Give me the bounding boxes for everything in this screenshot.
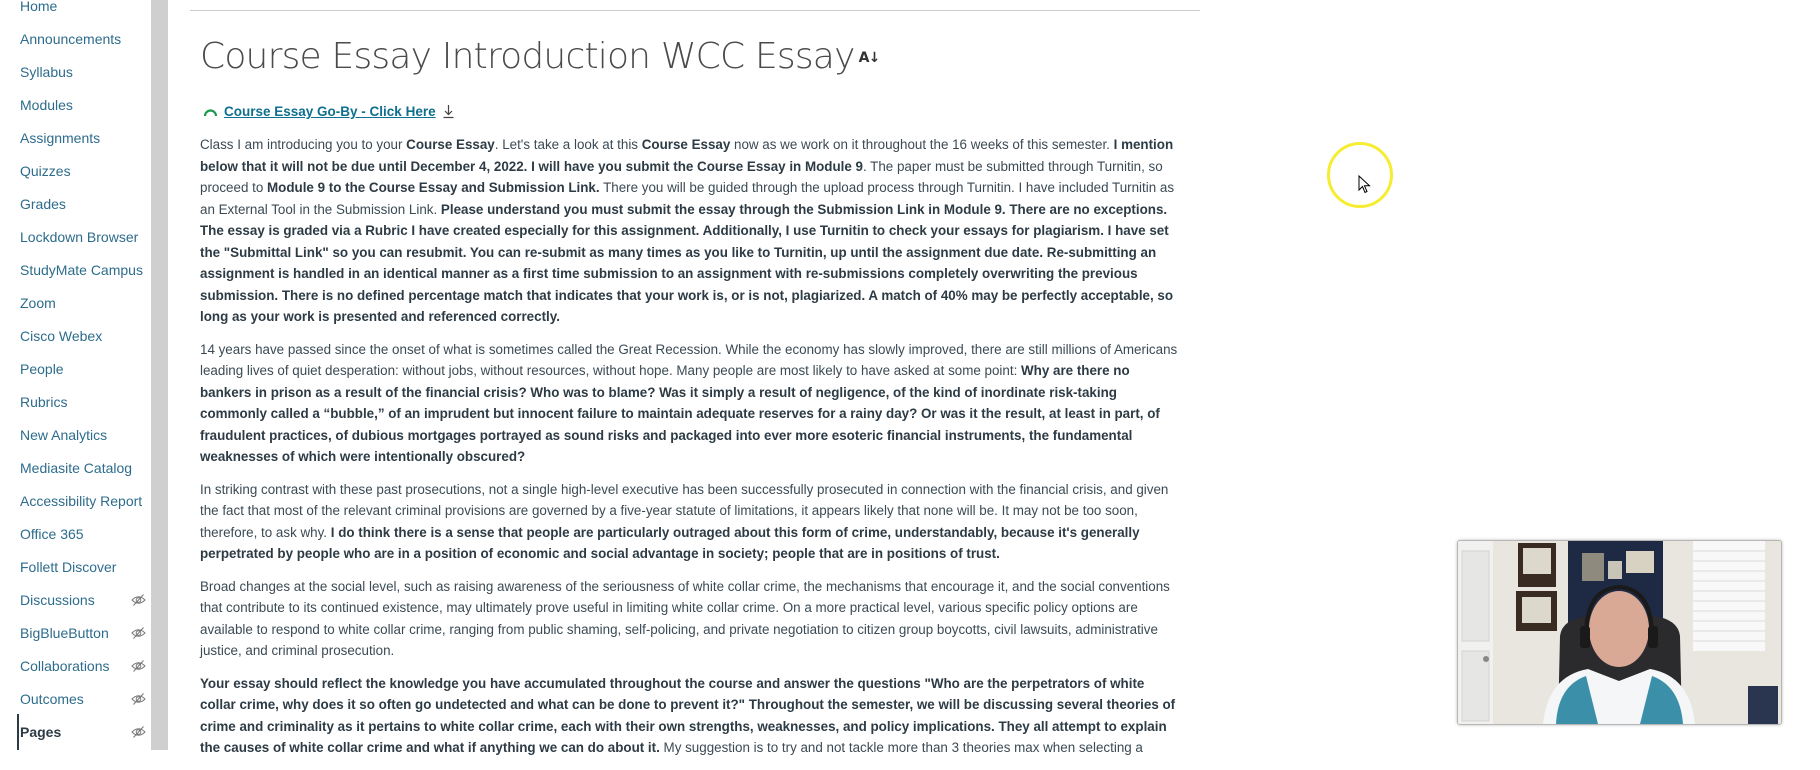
bold-text: Please understand you must submit the essay through the Submission Link in Module 9. There are no exceptions. The essay is graded via a Rubric I have created especially for this assignment. Additionally, I use Turnitin to check your essays for plagiarism. I have set the "Submittal Link" so you can resubmit. You can re-submit as many times as you like to Turnitin, up until the assignment due date. Re-submitting an assignment is handled in an identical manner as a first time submission to an assignment with re-submissions completely overwriting the previous submission. There is no defined percentage match that indicates that your work is, or is not, plagiarized. A match of 40% may be perfectly acceptable, so long as your work is presented and referenced correctly. [200,201,1174,324]
sidebar-item-collaborations[interactable] [20,654,148,678]
bold-text: Module 9 to the Course Essay and Submission Link. [267,180,600,195]
page-title [200,36,880,77]
sidebar-item-assignments[interactable] [20,126,148,150]
sidebar-item-mediasite-catalog[interactable] [20,456,148,480]
sidebar-item-label: Pages [20,724,62,740]
sidebar-item-new-analytics[interactable] [20,423,148,447]
sidebar-item-outcomes[interactable] [20,687,148,711]
sidebar-item-label: Follett Discover [20,559,117,575]
bold-text: Your essay should reflect the knowledge you have accumulated throughout the course and answer the questions "Who are the perpetrators of white collar crime, why does it so often go undetected and what can be done to prevent it?" Throughout the semester, we will be discussing several theories of crime and criminality as it pertains to white collar crime, each with their own strengths, weaknesses, and policy implications. They all attempt to explain the causes of white collar crime and what if anything we can do about it. [200,675,1176,755]
sidebar-item-cisco-webex[interactable] [20,324,148,348]
bold-text: Why are there no bankers in prison as a result of the financial crisis? Who was to blame? Was it simply a result of negligence, of the kind of inordinate risk-taking commonly called a “bubble,” of an imprudent but innocent failure to maintain adequate reserves for a rainy day? Or was it the result, at least in part, of fraudulent practices, of dubious mortgages portrayed as sound risks and packaged into ever more esoteric financial instruments, the fundamental weaknesses of which were intentionally obscured? [200,363,1160,464]
body-paragraph [200,673,1182,759]
sidebar-item-label: New Analytics [20,427,108,443]
sidebar-item-zoom[interactable] [20,291,148,315]
sidebar-item-label: Modules [20,97,73,113]
text: Broad changes at the social level, such as raising awareness of the seriousness of white collar crime, the mechanisms that encourage it, and the social conventions that contribute to its continued existence, may ultimately prove useful in limiting white collar crime. On a more practical level, various specific policy options are available to respond to white collar crime, ranging from public shaming, self-policing, and private negotiation to citizen group boycotts, civil lawsuits, administrative justice, and criminal prosecution. [200,578,1170,658]
sidebar-item-pages[interactable] [20,720,148,744]
text: now as we work on it throughout the 16 weeks of this semester. [730,137,1114,152]
page-body [200,134,1182,770]
immersive-reader-icon[interactable]: A↓ [858,50,880,66]
bold-text: Course Essay [641,137,731,152]
bold-text: I mention below that it will not be due until December 4, 2022. I will have you submit the Course Essay in Module 9 [200,137,1174,174]
sidebar-item-modules[interactable] [20,93,148,117]
sidebar-item-people[interactable] [20,357,148,381]
sidebar-item-follett-discover[interactable] [20,555,148,579]
sidebar-item-label: Collaborations [20,658,110,674]
body-paragraph [200,576,1182,662]
body-paragraph [200,339,1182,468]
bold-text: I do think there is a sense that people are particularly outraged about this form of crime, understandably, because it's generally perpetrated by people who are in a position of economic and social advantage in society; people that are in positions of trust. [200,524,1140,561]
sidebar-item-label: Syllabus [20,64,73,80]
sidebar-item-lockdown-browser[interactable] [20,225,148,249]
sidebar-item-office-365[interactable] [20,522,148,546]
sidebar-item-grades[interactable] [20,192,148,216]
sidebar-item-rubrics[interactable] [20,390,148,414]
sidebar-item-bigbluebutton[interactable] [20,621,148,645]
file-link-row [203,104,455,119]
presenter-webcam-video[interactable] [1457,540,1782,725]
sidebar-item-label: Quizzes [20,163,71,179]
sidebar-item-home[interactable] [20,0,148,18]
sidebar-item-label: Outcomes [20,691,84,707]
sidebar-item-label: BigBlueButton [20,625,109,641]
sidebar-item-quizzes[interactable] [20,159,148,183]
sidebar-item-label: Rubrics [20,394,68,410]
text: . Let's take a look at this [494,137,642,152]
page-title-text: Course Essay Introduction WCC Essay [200,36,855,77]
sidebar-item-label: Discussions [20,592,95,608]
sidebar-item-studymate-campus[interactable] [20,258,148,282]
mouse-cursor-icon [1358,175,1372,195]
hidden-from-students-eye-icon [131,593,146,607]
sidebar-item-label: StudyMate Campus [20,262,143,278]
sidebar-item-label: Lockdown Browser [20,229,139,245]
header-divider [190,10,1200,11]
sidebar-scrollbar-gutter[interactable] [151,0,168,750]
sidebar-item-label: Accessibility Report [20,493,143,509]
download-icon[interactable] [442,104,455,119]
text: Class I am introducing you to your [200,137,407,152]
sidebar-item-label: Office 365 [20,526,84,542]
file-preview-icon [203,107,218,117]
sidebar-item-label: Grades [20,196,66,212]
sidebar-item-label: People [20,361,64,377]
sidebar-item-discussions[interactable] [20,588,148,612]
sidebar-item-label: Home [20,0,58,14]
bold-text: Course Essay [406,137,495,152]
body-paragraph [200,479,1182,565]
hidden-from-students-eye-icon [131,692,146,706]
text: My suggestion is to try and not tackle more than 3 theories max when selecting a [663,740,1143,755]
sidebar-item-label: Cisco Webex [20,328,103,344]
text: In striking contrast with these past prosecutions, not a single high-level executive has been successfully prosecuted in connection with the financial crisis, and given the fact that most of the relevant criminal provisions are governed by a five-year statute of limitations, it appears likely that none will be. It may not be too soon, therefore, to ask why. [200,481,1169,540]
course-navigation [0,0,150,750]
hidden-from-students-eye-icon [131,725,146,739]
sidebar-item-syllabus[interactable] [20,60,148,84]
sidebar-item-label: Mediasite Catalog [20,460,133,476]
sidebar-item-announcements[interactable] [20,27,148,51]
sidebar-item-label: Zoom [20,295,56,311]
text: There you will be guided through the upload process through Turnitin. I have included Turnitin as an External Tool in the Submission Link. [200,180,1175,217]
hidden-from-students-eye-icon [131,659,146,673]
text: . The paper must be submitted through Turnitin, so proceed to [200,158,1163,195]
text: 14 years have passed since the onset of what is sometimes called the Great Recession. While the economy has slowly improved, there are still millions of Americans leading lives of quiet desperation: without jobs, without resources, without hope. Many people are most likely to have asked at some point: [200,341,1178,378]
hidden-from-students-eye-icon [131,626,146,640]
sidebar-item-label: Assignments [20,130,101,146]
sidebar-item-label: Announcements [20,31,122,47]
webcam-frame-image [1458,541,1781,724]
sidebar-item-accessibility-report[interactable] [20,489,148,513]
course-essay-go-by-link[interactable]: Course Essay Go-By - Click Here [224,104,436,119]
body-paragraph [200,134,1182,328]
